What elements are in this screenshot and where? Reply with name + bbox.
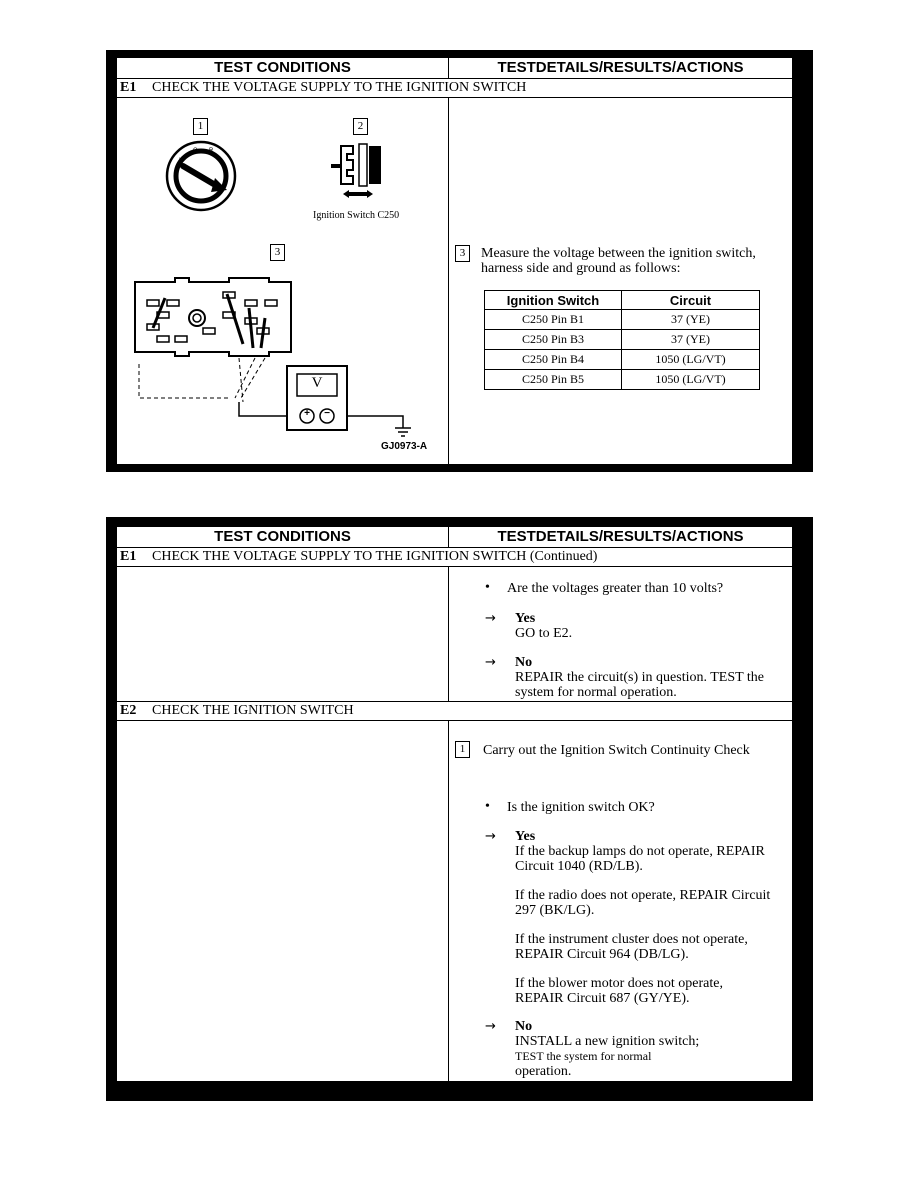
svg-text:R: R (209, 148, 214, 154)
voltage-measurement-diagram (127, 268, 437, 438)
no-action-line-1: REPAIR the circuit(s) in question. TEST the (515, 670, 765, 685)
no-label: No (515, 1019, 533, 1034)
table-row (485, 370, 760, 390)
meter-minus-terminal: − (324, 408, 330, 419)
arrow-icon: → (485, 1019, 496, 1034)
section-row-e2 (117, 701, 792, 721)
connector-caption: Ignition Switch C250 (313, 210, 400, 221)
table-cell: 1050 (LG/VT) (622, 370, 760, 390)
figure-number-3: 3 (270, 244, 285, 261)
table-row (485, 310, 760, 330)
column-divider (448, 98, 449, 464)
column-divider (448, 721, 449, 1081)
table-cell: 37 (YE) (622, 310, 760, 330)
section-code: E1 (120, 549, 137, 564)
yes-action: GO to E2. (515, 626, 573, 641)
question-switch-ok: Is the ignition switch OK? (507, 800, 655, 815)
no-actions (515, 1034, 699, 1079)
step-1-text: Carry out the Ignition Switch Continuity Check (483, 743, 750, 758)
yes-action-line: 297 (BK/LG). (515, 903, 595, 918)
panel-e2-inner (116, 526, 793, 1082)
table-cell: C250 Pin B1 (485, 310, 622, 330)
no-action (515, 670, 764, 700)
table-cell: C250 Pin B5 (485, 370, 622, 390)
yes-actions (515, 844, 770, 1006)
no-action-line: operation. (515, 1064, 572, 1079)
ignition-key-cylinder-icon (165, 140, 237, 212)
figure-number-1: 1 (193, 118, 208, 135)
table-header (117, 58, 792, 79)
section-title: CHECK THE IGNITION SWITCH (152, 703, 354, 718)
no-label: No (515, 655, 533, 670)
yes-action-line: If the blower motor does not operate, (515, 976, 723, 991)
section-title: CHECK THE VOLTAGE SUPPLY TO THE IGNITION SWITCH (Continued) (152, 549, 598, 564)
yes-label: Yes (515, 611, 536, 626)
table-cell: C250 Pin B4 (485, 350, 622, 370)
no-action-line: TEST the system for normal (515, 1049, 652, 1063)
arrow-icon: → (485, 829, 496, 844)
table-header-row (485, 291, 760, 310)
svg-text:L: L (179, 158, 183, 164)
bullet-marker: • (485, 580, 490, 595)
svg-text:O: O (193, 148, 198, 154)
table-header (117, 527, 792, 548)
header-test-conditions: TEST CONDITIONS (117, 527, 449, 547)
yes-action-line: If the radio does not operate, REPAIR Circuit (515, 888, 771, 903)
yes-action-line: REPAIR Circuit 687 (GY/YE). (515, 991, 690, 1006)
step-number-3: 3 (455, 245, 470, 262)
table-row (485, 350, 760, 370)
meter-plus-terminal: + (304, 408, 310, 419)
section-title: CHECK THE VOLTAGE SUPPLY TO THE IGNITION SWITCH (152, 80, 527, 95)
panel-e1-e2-results (106, 517, 813, 1101)
header-test-details: TESTDETAILS/RESULTS/ACTIONS (497, 59, 744, 76)
column-header-circuit: Circuit (622, 291, 760, 310)
step-3-text-line-1: Measure the voltage between the ignition switch, (481, 246, 756, 261)
column-header-ignition-switch: Ignition Switch (485, 291, 622, 310)
table-cell: C250 Pin B3 (485, 330, 622, 350)
question-voltage: Are the voltages greater than 10 volts? (507, 581, 724, 596)
pin-circuit-table (484, 290, 760, 390)
table-row (485, 330, 760, 350)
yes-label: Yes (515, 829, 536, 844)
section-row-e1-continued (117, 548, 792, 567)
no-action-line-2: system for normal operation. (515, 685, 677, 700)
column-divider (448, 527, 449, 547)
table-cell: 1050 (LG/VT) (622, 350, 760, 370)
header-test-details: TESTDETAILS/RESULTS/ACTIONS (497, 528, 744, 545)
yes-action-line: REPAIR Circuit 964 (DB/LG). (515, 947, 689, 962)
section-row-e1 (117, 79, 792, 98)
table-cell: 37 (YE) (622, 330, 760, 350)
header-test-conditions: TEST CONDITIONS (117, 58, 449, 78)
figure-number-2: 2 (353, 118, 368, 135)
connector-c250-icon (327, 142, 397, 202)
bullet-marker: • (485, 799, 490, 814)
no-action-line: INSTALL a new ignition switch; (515, 1034, 700, 1049)
column-divider (448, 567, 449, 701)
arrow-icon: → (485, 611, 496, 626)
column-divider (448, 58, 449, 78)
panel-e1-voltage-check (106, 50, 813, 472)
yes-action-line: Circuit 1040 (RD/LB). (515, 859, 643, 874)
meter-display-label: V (311, 375, 323, 391)
section-code: E1 (120, 80, 137, 95)
panel-e1-inner (116, 57, 793, 465)
step-number-1: 1 (455, 741, 470, 758)
step-3-text-line-2: harness side and ground as follows: (481, 261, 681, 276)
yes-action-line: If the instrument cluster does not operate, (515, 932, 748, 947)
section-code: E2 (120, 703, 137, 718)
arrow-icon: → (485, 655, 496, 670)
yes-action-line: If the backup lamps do not operate, REPAIR (515, 844, 765, 859)
step-3-text (481, 246, 756, 276)
figure-id: GJ0973-A (381, 441, 428, 452)
